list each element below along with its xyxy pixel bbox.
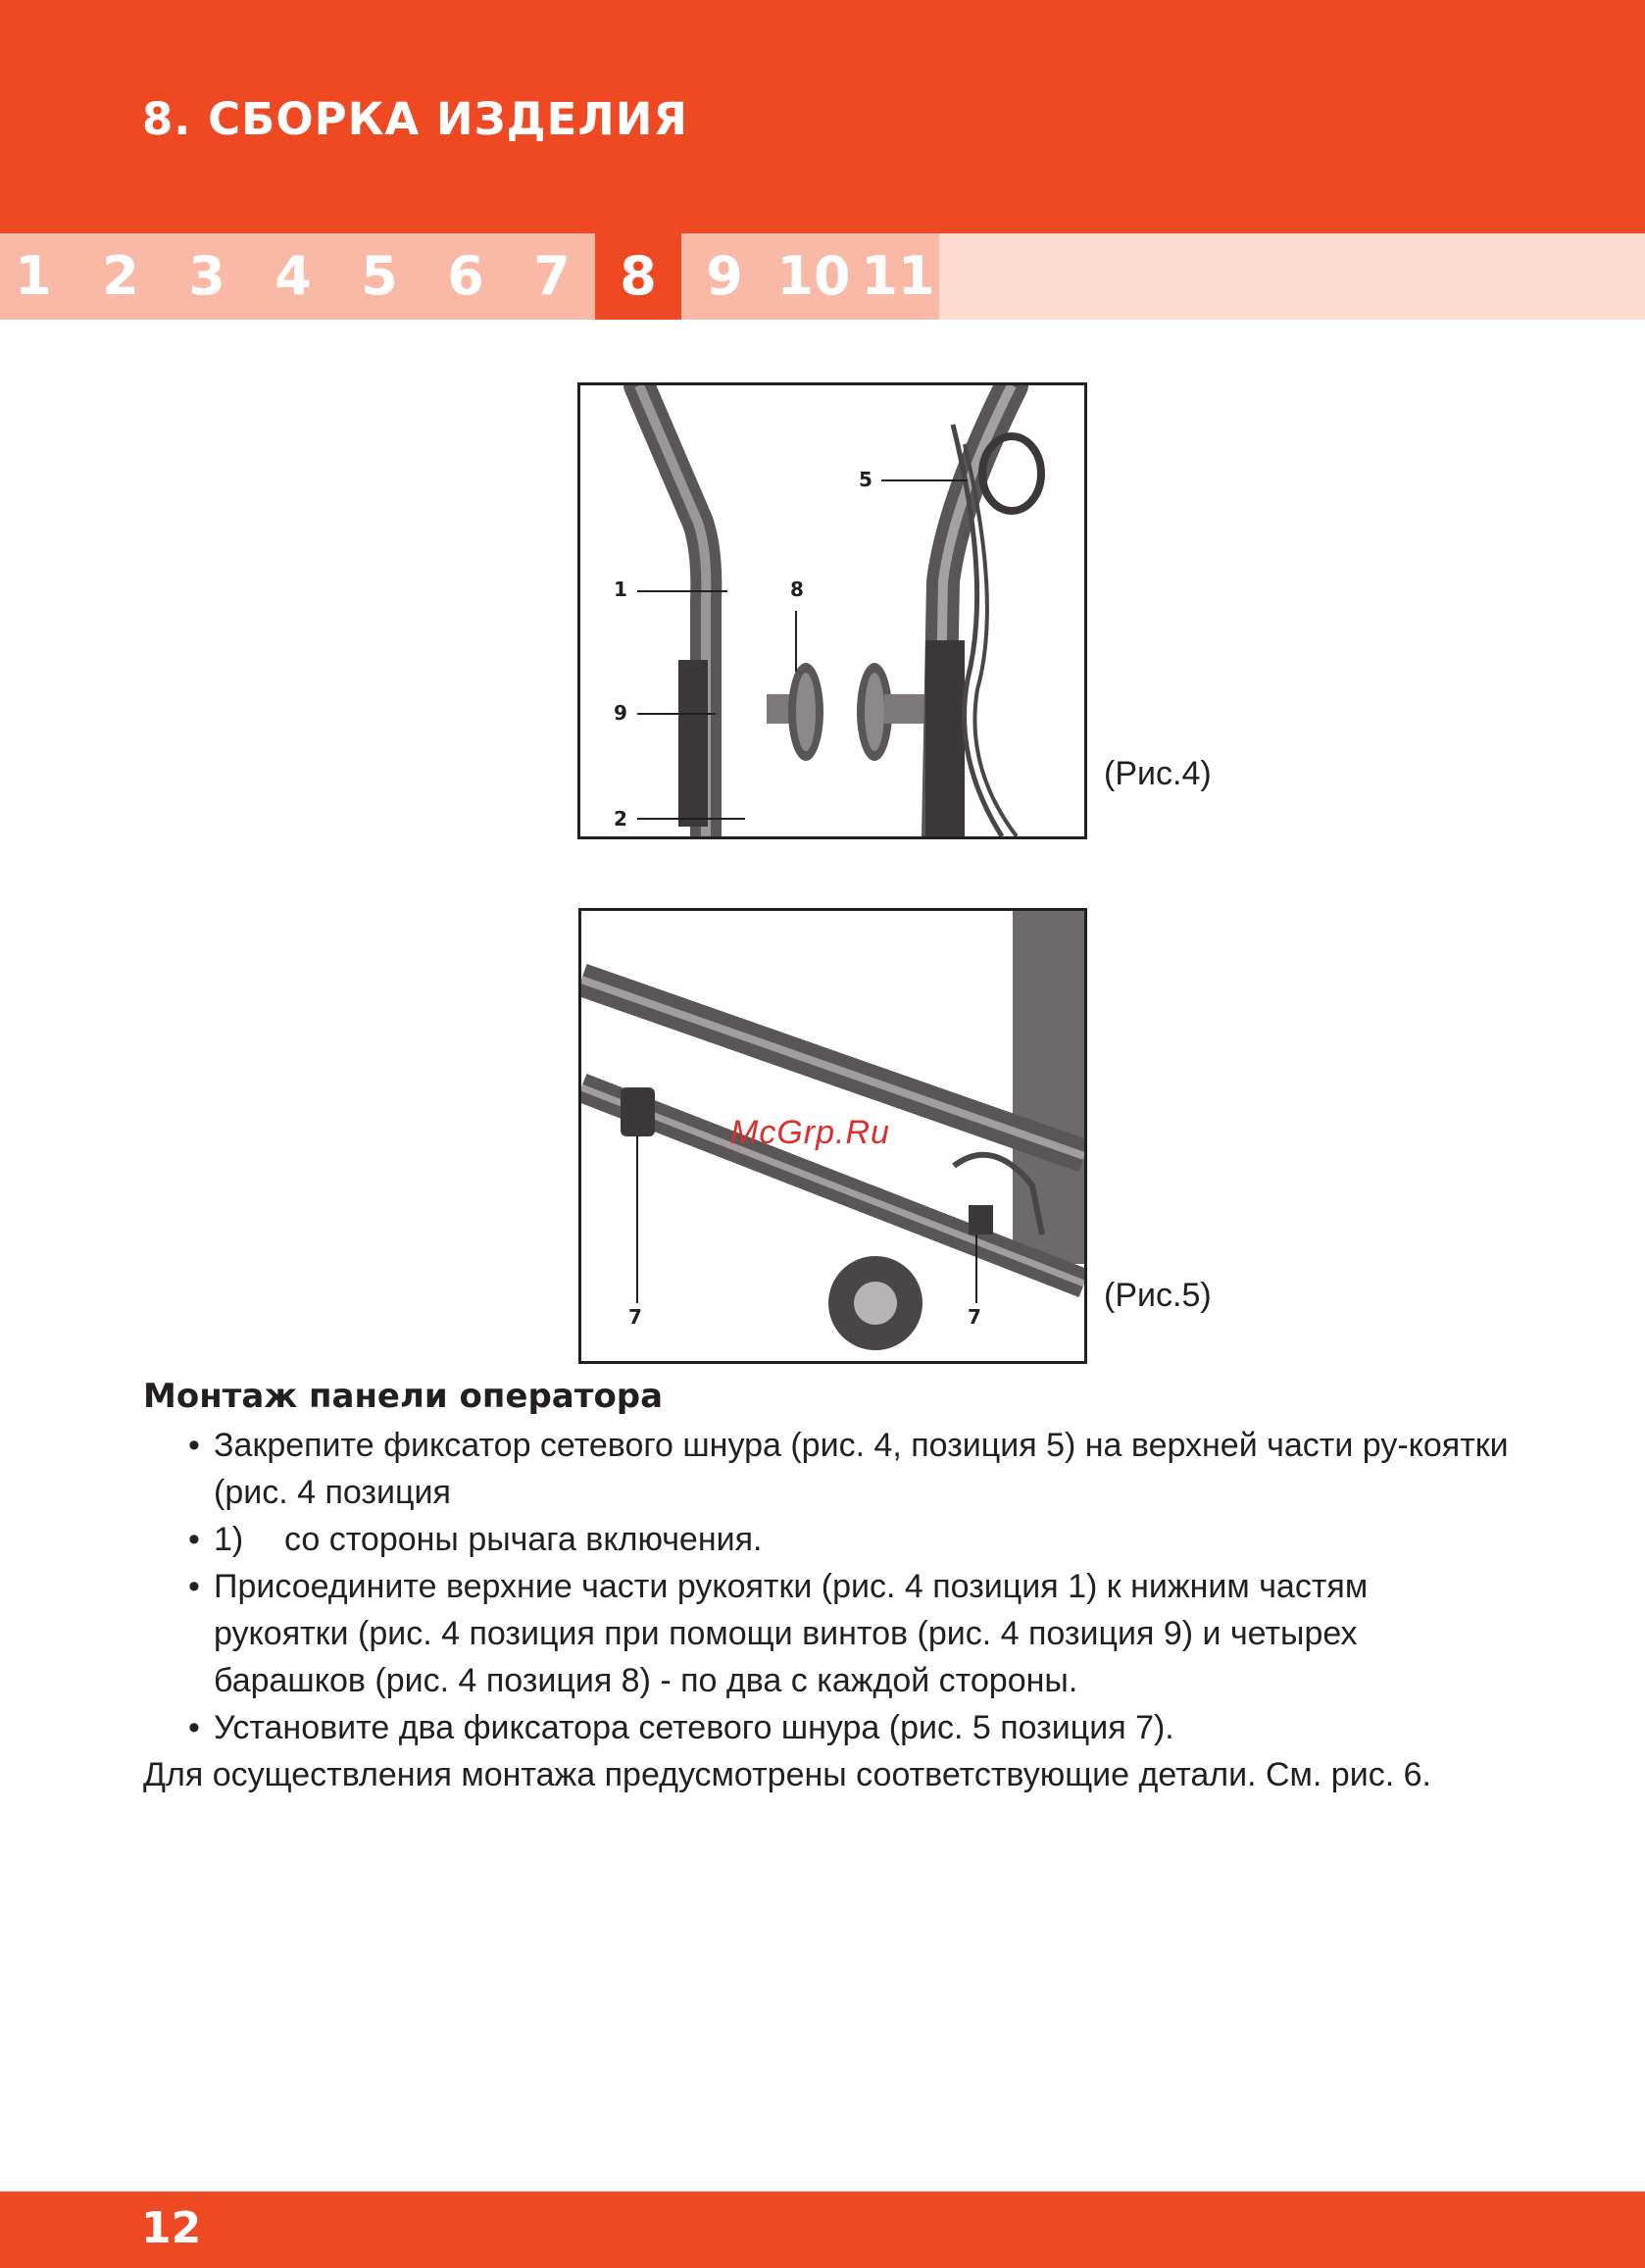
chapter-tab-10[interactable]: 10 xyxy=(776,245,851,307)
list-item-text: Присоедините верхние части рукоятки (рис. 4 позиция 1) к нижним частям рукоятки (рис. 4 позиция при помощи винтов (рис. 4 позиция 9) и четырех барашков (рис. 4 позиция 8) - по два с каждой стороны. xyxy=(214,1568,1369,1699)
list-item-text: со стороны рычага включения. xyxy=(284,1521,763,1558)
list-item-number: 1) xyxy=(214,1521,244,1558)
section-title: Монтаж панели оператора xyxy=(143,1377,664,1416)
callout-7-left: 7 xyxy=(628,1305,642,1329)
list-item-text: Закрепите фиксатор сетевого шнура (рис. 4, позиция 5) на верхней части ру-коятки (рис. 4 позиция xyxy=(214,1427,1509,1511)
list-item-text: Установите два фиксатора сетевого шнура (рис. 5 позиция 7). xyxy=(214,1709,1174,1746)
list-item: • Присоедините верхние части рукоятки (рис. 4 позиция 1) к нижним частям рукоятки (рис. 4 позиция при помощи винтов (рис. 4 позиция 9) и четырех барашков (рис. 4 позиция 8) - по два с каждой стороны. xyxy=(188,1568,1369,1699)
figure-5-caption: (Рис.5) xyxy=(1104,1277,1212,1314)
figure-4-handle-assembly xyxy=(577,382,1087,839)
callout-5: 5 xyxy=(859,468,872,491)
page-number: 12 xyxy=(141,2203,202,2253)
chapter-tab-5[interactable]: 5 xyxy=(361,245,398,307)
callout-9: 9 xyxy=(614,701,627,725)
list-item: • Установите два фиксатора сетевого шнура (рис. 5 позиция 7). xyxy=(188,1709,1174,1746)
closing-paragraph: Для осуществления монтажа предусмотрены соответствующие детали. См. рис. 6. xyxy=(143,1756,1431,1793)
chapter-tab-1[interactable]: 1 xyxy=(15,245,52,307)
list-item: • 1) со стороны рычага включения. xyxy=(143,1516,1511,1563)
page-title: 8. СБОРКА ИЗДЕЛИЯ xyxy=(142,93,689,145)
chapter-tab-8-active[interactable]: 8 xyxy=(595,233,681,320)
chapter-tab-7[interactable]: 7 xyxy=(533,245,571,307)
chapter-tab-11[interactable]: 11 xyxy=(861,245,935,307)
chapter-tab-6[interactable]: 6 xyxy=(447,245,484,307)
chapter-tab-4[interactable]: 4 xyxy=(274,245,312,307)
handle-photo-illustration xyxy=(580,385,1084,836)
callout-2: 2 xyxy=(614,807,627,831)
callout-8: 8 xyxy=(790,578,804,601)
chapter-nav xyxy=(0,233,1645,320)
footer-bar xyxy=(0,2192,1645,2268)
chapter-tab-9[interactable]: 9 xyxy=(706,245,743,307)
instructions-section xyxy=(143,1377,1511,1798)
callout-7-right: 7 xyxy=(968,1305,981,1329)
header-bar xyxy=(0,0,1645,233)
chapter-tab-3[interactable]: 3 xyxy=(188,245,225,307)
figure-4-caption: (Рис.4) xyxy=(1104,755,1212,792)
callout-1: 1 xyxy=(614,578,627,601)
list-item: • Закрепите фиксатор сетевого шнура (рис. 4, позиция 5) на верхней части ру-коятки (рис. 4 позиция xyxy=(188,1427,1509,1511)
chapter-tab-2[interactable]: 2 xyxy=(102,245,139,307)
instruction-list xyxy=(143,1422,1511,1751)
watermark: McGrp.Ru xyxy=(730,1114,890,1151)
